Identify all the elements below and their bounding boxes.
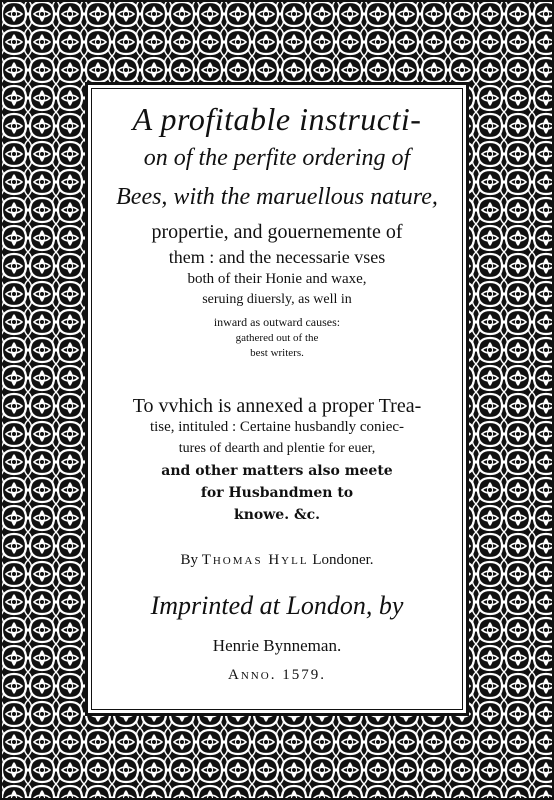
annex-line-4: and other matters also meete	[161, 463, 393, 479]
title-line-3: Bees, with the maruellous nature,	[116, 184, 438, 210]
title-line-9: gathered out of the	[235, 332, 319, 344]
annex-line-5: for Husbandmen to	[200, 485, 354, 501]
annex-line-1: To vvhich is annexed a proper Trea-	[132, 395, 422, 417]
title-line-1: A profitable instructi-	[132, 101, 422, 137]
imprint-year: Anno. 1579.	[228, 667, 326, 683]
annex-line-6: knowe. &c.	[234, 507, 320, 523]
title-line-2: on of the perfite ordering of	[143, 145, 411, 171]
author-prefix: By	[180, 552, 198, 568]
title-line-8: inward as outward causes:	[213, 315, 341, 329]
annex-line-2: tise, intituled : Certaine husbandly coniec-	[149, 419, 405, 435]
author-line	[88, 553, 466, 568]
title-line-6: both of their Honie and waxe,	[187, 271, 367, 287]
title-line-4: propertie, and gouernemente of	[151, 221, 403, 243]
annex-line-3: tures of dearth and plentie for euer,	[178, 441, 376, 456]
imprint-printer: Henrie Bynneman.	[212, 636, 342, 655]
author-suffix: Londoner.	[312, 552, 374, 568]
imprint-place: Imprinted at London, by	[150, 591, 404, 620]
title-line-10: best writers.	[250, 347, 304, 359]
author-name: Thomas Hyll	[201, 552, 309, 568]
title-line-5: them : and the necessarie vses	[168, 247, 386, 267]
title-line-7: seruing diuersly, as well in	[202, 292, 352, 307]
